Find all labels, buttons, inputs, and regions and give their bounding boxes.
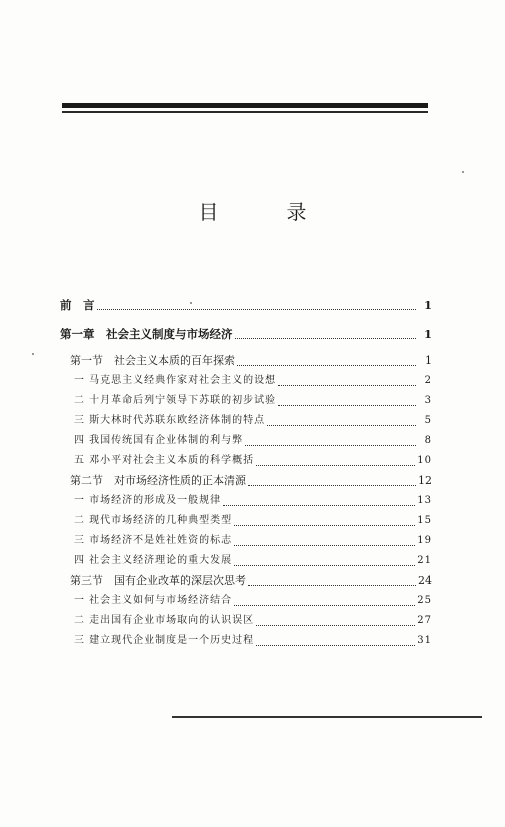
toc-leader-dots	[278, 375, 416, 386]
toc-entry-page: 2	[424, 375, 432, 386]
toc-entry-title: 二 走出国有企业市场取向的认识误区	[74, 615, 255, 626]
toc-entry-page: 31	[417, 635, 432, 646]
toc-entry-title: 三 建立现代企业制度是一个历史过程	[74, 635, 255, 646]
toc-entry	[60, 513, 432, 529]
toc-entry-page: 24	[418, 574, 432, 587]
toc-leader-dots	[267, 415, 416, 426]
toc-entry-page: 1	[423, 298, 432, 312]
bottom-rule	[172, 716, 482, 718]
toc-entry	[60, 633, 432, 649]
toc-entry-page: 8	[424, 435, 432, 446]
toc-entry-title: 四 我国传统国有企业体制的利与弊	[74, 435, 244, 446]
toc-entry-title: 三 斯大林时代苏联东欧经济体制的特点	[74, 415, 266, 426]
toc-entry-title: 二 十月革命后列宁领导下苏联的初步试验	[74, 395, 277, 406]
toc-entry-title: 第一节 社会主义本质的百年探索	[70, 354, 235, 367]
toc-entry	[60, 353, 432, 369]
toc-leader-dots	[234, 595, 415, 606]
toc-entry-page: 19	[417, 535, 432, 546]
toc-entry	[60, 413, 432, 429]
page-title: 目 录	[198, 200, 331, 224]
toc-leader-dots	[234, 535, 415, 546]
toc-entry-page: 1	[423, 327, 432, 341]
toc-entry	[60, 593, 432, 609]
print-speck	[190, 302, 192, 304]
toc-leader-dots	[245, 435, 416, 446]
toc-entry-title: 四 社会主义经济理论的重大发展	[74, 555, 233, 566]
toc-entry-title: 二 现代市场经济的几种典型类型	[74, 515, 233, 526]
toc-entry	[60, 297, 432, 313]
toc-entry-title: 三 市场经济不是姓社姓资的标志	[74, 535, 233, 546]
toc-entry-page: 3	[424, 395, 432, 406]
toc-entry-title: 五 邓小平对社会主义本质的科学概括	[74, 455, 255, 466]
toc-entry-title: 一 马克思主义经典作家对社会主义的设想	[74, 375, 277, 386]
toc-entry	[60, 473, 432, 489]
toc-leader-dots	[248, 575, 416, 586]
toc-entry-title: 第二节 对市场经济性质的正本清源	[70, 474, 246, 487]
toc-entry-page: 12	[418, 474, 432, 487]
toc-entry-page: 13	[417, 495, 432, 506]
toc-entry-page: 25	[417, 595, 432, 606]
toc-leader-dots	[234, 515, 415, 526]
toc-leader-dots	[256, 635, 415, 646]
toc-entry-title: 第一章 社会主义制度与市场经济	[60, 327, 233, 341]
toc-entry	[60, 453, 432, 469]
toc-entry-page: 27	[417, 615, 432, 626]
top-rule-thick	[62, 103, 428, 108]
toc-leader-dots	[223, 495, 415, 506]
toc-entry-title: 第三节 国有企业改革的深层次思考	[70, 574, 246, 587]
toc-entry-title: 一 市场经济的形成及一般规律	[74, 495, 222, 506]
print-speck	[462, 171, 464, 173]
toc-entry	[60, 533, 432, 549]
toc-entry	[60, 393, 432, 409]
toc-entry	[60, 373, 432, 389]
toc-entry	[60, 573, 432, 589]
top-rule-thin	[62, 111, 428, 113]
toc-entry-page: 21	[417, 555, 432, 566]
toc-leader-dots	[256, 455, 415, 466]
toc-leader-dots	[248, 475, 416, 486]
toc-entry-page: 1	[425, 354, 432, 367]
toc-entry-page: 15	[417, 515, 432, 526]
toc-entry-page: 5	[424, 415, 432, 426]
toc-leader-dots	[97, 299, 417, 310]
toc-entry	[60, 493, 432, 509]
toc-leader-dots	[235, 328, 417, 339]
toc-leader-dots	[256, 615, 415, 626]
toc-entry-title: 一 社会主义如何与市场经济结合	[74, 595, 233, 606]
toc-entry	[60, 326, 432, 342]
print-speck	[32, 353, 34, 355]
toc-entry	[60, 613, 432, 629]
toc-leader-dots	[234, 555, 415, 566]
toc-leader-dots	[278, 395, 416, 406]
toc-leader-dots	[237, 355, 416, 366]
toc-entry	[60, 433, 432, 449]
toc-entry-title: 前 言	[60, 298, 95, 312]
toc-entry-page: 10	[417, 455, 432, 466]
toc-entry	[60, 553, 432, 569]
